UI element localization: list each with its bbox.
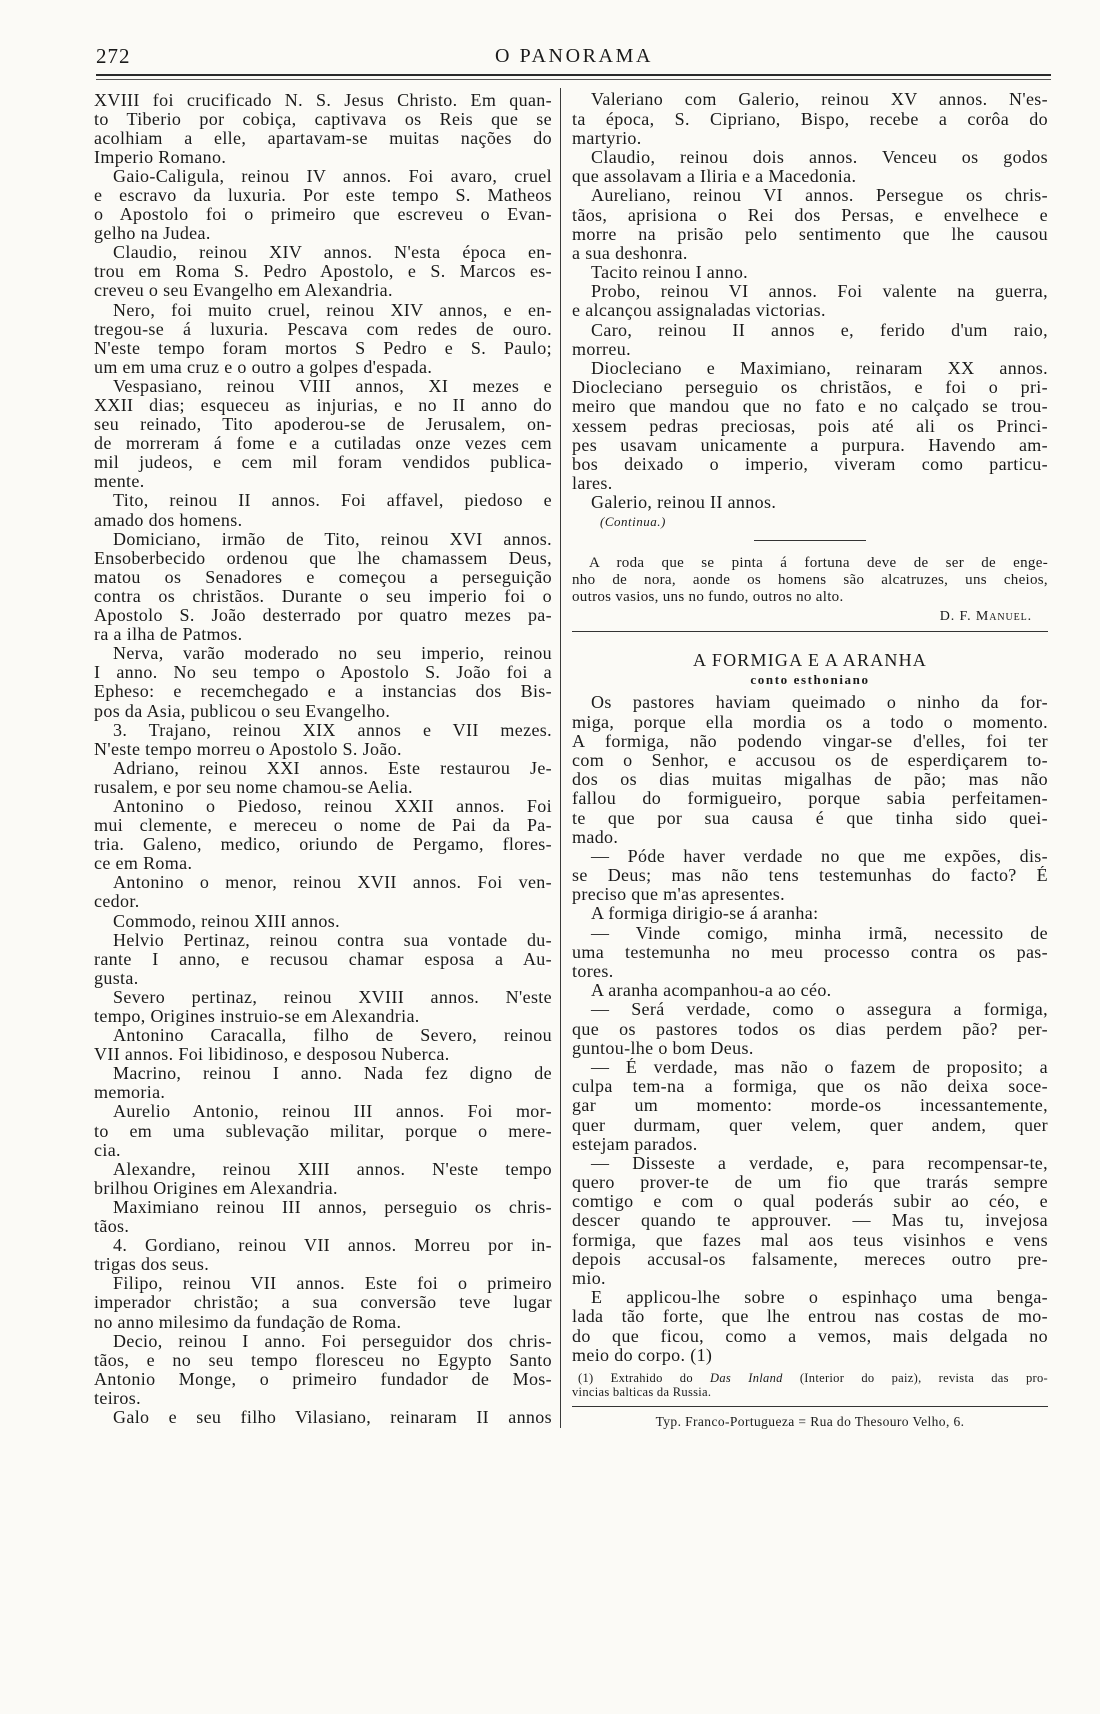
text-line: memoria. xyxy=(94,1083,166,1103)
text-line: Antonino o Piedoso, reinou XXII annos. Foi xyxy=(113,796,552,816)
text-line: Nero, foi muito cruel, reinou XIV annos, e en- xyxy=(113,300,552,320)
text-line: trou em Roma S. Pedro Apostolo, e S. Marcos es- xyxy=(94,262,552,282)
left-column xyxy=(94,91,552,1428)
text-line: se Deus; mas não tens testemunhas do facto? É xyxy=(572,866,1048,886)
text-line: contra os christãos. Durante o seu imperio foi o xyxy=(94,586,552,606)
paragraph xyxy=(94,1274,552,1331)
text-line: to em uma sublevação militar, porque o mere- xyxy=(94,1121,552,1141)
text-line: morre na prisão pelo sentimento que lhe causou xyxy=(572,224,1048,244)
text-line: de morreram á fome e a cutiladas onze vezes cem xyxy=(94,434,552,454)
text-line: Apostolo S. João desterrado por quatro mezes pa- xyxy=(94,606,552,626)
text-line: ce em Roma. xyxy=(94,854,193,874)
paragraph xyxy=(572,924,1048,982)
text-line: Tito, reinou II annos. Foi affavel, piedoso e xyxy=(113,491,552,511)
text-line: Os pastores haviam queimado o ninho da for- xyxy=(591,693,1048,713)
text-line: Decio, reinou I anno. Foi perseguidor dos chris- xyxy=(113,1331,552,1351)
text-line: seu reinado, Tito apoderou-se de Jerusalem, on- xyxy=(94,415,552,435)
text-line: quer durmam, quer velem, quer andem, quer xyxy=(572,1115,1048,1135)
paragraph xyxy=(572,493,1048,512)
paragraph xyxy=(94,912,552,931)
text-line: 3. Trajano, reinou XIX annos e VII mezes. xyxy=(113,720,552,740)
text-line: Epheso: e recemchegado e a instancias dos Bis- xyxy=(94,682,552,702)
paragraph xyxy=(94,1236,552,1274)
paragraph xyxy=(572,148,1048,186)
text-line: ra a ilha de Patmos. xyxy=(94,625,243,645)
text-line: bos deixado o imperio, viveram como particu- xyxy=(572,454,1048,474)
text-line: uma testemunha no meu processo contra os pas- xyxy=(572,942,1048,962)
paragraph xyxy=(572,282,1048,320)
section-separator xyxy=(754,540,866,541)
paragraph xyxy=(572,693,1048,847)
text-line: N'este tempo foram mortos S Pedro e S. Paulo; xyxy=(94,338,552,358)
text-line: gar um momento: morde-os incessantemente, xyxy=(572,1096,1048,1116)
paragraph xyxy=(94,759,552,797)
text-line: morreu. xyxy=(572,339,631,359)
text-line: tãos, e no seu tempo floresceu no Egypto Santo xyxy=(94,1350,552,1370)
paragraph xyxy=(572,1058,1048,1154)
text-line: Macrino, reinou I anno. Nada fez digno de xyxy=(113,1064,552,1084)
paragraph xyxy=(94,1160,552,1198)
text-line: culpa tem-na a formiga, que os não deixa soce- xyxy=(572,1077,1048,1097)
text-line: Probo, reinou VI annos. Foi valente na guerra, xyxy=(591,282,1048,302)
text-line: ta época, S. Cipriano, Bispo, recebe a corôa do xyxy=(572,109,1048,129)
text-line: Severo pertinaz, reinou XVIII annos. N'este xyxy=(113,987,552,1007)
paragraph xyxy=(94,530,552,645)
text-line: 4. Gordiano, reinou VII annos. Morreu por in- xyxy=(113,1236,552,1256)
story-body xyxy=(572,693,1048,1365)
text-line: mente. xyxy=(94,472,145,492)
text-line: I anno. No seu tempo o Apostolo S. João foi a xyxy=(94,663,552,683)
text-line: — Será verdade, como o assegura a formiga, xyxy=(591,1000,1048,1020)
text-line: pes usavam unicamente a purpura. Havendo am- xyxy=(572,435,1048,455)
text-line: Aureliano, reinou VI annos. Persegue os chris- xyxy=(591,186,1048,206)
text-line: lares. xyxy=(572,474,613,494)
text-line: martyrio. xyxy=(572,128,642,148)
paragraph xyxy=(94,1408,552,1427)
text-line: VII annos. Foi libidinoso, e desposou Nuberca. xyxy=(94,1045,450,1065)
text-line: E applicou-lhe sobre o espinhaço uma benga- xyxy=(591,1288,1048,1308)
text-line: tempo, Origines instruio-se em Alexandria. xyxy=(94,1007,420,1026)
text-line: Antonio Monge, o primeiro fundador de Mos- xyxy=(94,1369,552,1389)
text-line: mado. xyxy=(572,827,619,847)
paragraph xyxy=(572,904,1048,923)
paragraph xyxy=(94,721,552,759)
section-separator xyxy=(572,631,1048,632)
text-line: formiga, que fazes mal aos teus visinhos e vens xyxy=(572,1230,1048,1250)
page-number: 272 xyxy=(96,44,131,68)
text-line: mui clemente, e mereceu o nome de Pai da Pa- xyxy=(94,816,552,836)
paragraph xyxy=(94,988,552,1026)
quote-block xyxy=(572,555,1048,606)
text-line: estejam parados. xyxy=(572,1134,698,1154)
text-line: fallou do formigueiro, porque sabia perfeitamen- xyxy=(572,789,1048,809)
text-line: — É verdade, mas não o fazem de proposito; a xyxy=(591,1057,1048,1077)
paragraph xyxy=(572,359,1048,493)
text-line: Claudio, reinou XIV annos. N'esta época en- xyxy=(113,243,552,263)
text-line: Helvio Pertinaz, reinou contra sua vontade du- xyxy=(113,930,552,950)
text-line: miga, porque ella mordia os a todo o momento. xyxy=(572,712,1048,732)
text-line: brilhou Origines em Alexandria. xyxy=(94,1178,338,1198)
text-line: trigas dos seus. xyxy=(94,1255,210,1275)
text-line: Diocleciano perseguio os christãos, e foi o pri- xyxy=(572,378,1048,398)
paragraph xyxy=(94,1198,552,1236)
paragraph xyxy=(94,797,552,873)
text-line: acolhiam a elle, apartavam-se muitas nações do xyxy=(94,128,552,148)
text-line: Ensoberbecido ordenou que lhe chamassem Deus, xyxy=(94,548,552,568)
text-line: guntou-lhe o bom Deus. xyxy=(572,1038,754,1058)
text-line: cedor. xyxy=(94,892,140,912)
text-line: Alexandre, reinou XIII annos. N'este tempo xyxy=(113,1159,552,1179)
text-line: um em uma cruz e o outro a golpes d'espada. xyxy=(94,357,433,377)
printer-imprint: Typ. Franco-Portugueza = Rua do Thesouro Velho, 6. xyxy=(655,1414,965,1429)
text-line: dos os dias muitas migalhas de pão; mas não xyxy=(572,770,1048,790)
footnote-line: vincias balticas da Russia. xyxy=(572,1385,712,1399)
text-line: o Apostolo foi o primeiro que escreveu o Evan- xyxy=(94,205,552,225)
text-line: Valeriano com Galerio, reinou XV annos. N'es- xyxy=(591,90,1048,110)
story-title: A FORMIGA E A ARANHA xyxy=(692,650,928,670)
text-line: Nerva, varão moderado no seu imperio, reinou xyxy=(113,644,552,664)
text-line: rante I anno, e recusou chamar esposa a Au- xyxy=(94,949,552,969)
text-line: Claudio, reinou dois annos. Venceu os godos xyxy=(591,147,1048,167)
text-line: quero prover-te de um fio que trarás sempre xyxy=(572,1173,1048,1193)
text-line: gusta. xyxy=(94,968,139,988)
masthead-title: O PANORAMA xyxy=(494,45,654,67)
quote-author: D. F. Manuel. xyxy=(939,608,1032,624)
paragraph xyxy=(94,931,552,988)
paragraph xyxy=(572,981,1048,1000)
text-line: comtigo e com o qual poderás subir ao céo, e xyxy=(572,1192,1048,1212)
quote-line: A roda que se pinta á fortuna deve de ser de enge- xyxy=(589,554,1048,571)
text-line: tria. Galeno, medico, oriundo de Pergamo, flores- xyxy=(94,835,552,855)
text-line: meiro que mandou que no fato e no calçado se trou- xyxy=(572,397,1048,417)
text-line: Commodo, reinou XIII annos. xyxy=(113,911,340,931)
text-line: tores. xyxy=(572,962,614,982)
story-subtitle: conto esthoniano xyxy=(750,672,870,687)
text-line: Vespasiano, reinou VIII annos, XI mezes e xyxy=(113,376,552,396)
paragraph xyxy=(94,873,552,911)
text-line: tregou-se á luxuria. Pescava com redes de ouro. xyxy=(94,319,552,339)
footnote-source-title: Das Inland xyxy=(710,1371,783,1385)
text-line: amado dos homens. xyxy=(94,510,243,530)
quote-line: nho de nora, aonde os homens são alcatruzes, uns cheios, xyxy=(572,571,1048,588)
paragraph xyxy=(572,1288,1048,1365)
text-line: — Póde haver verdade no que me expões, dis- xyxy=(591,846,1048,866)
paragraph xyxy=(572,1154,1048,1288)
text-line: te que por sua causa é que tinha sido quei- xyxy=(572,808,1048,828)
text-line: Tacito reinou I anno. xyxy=(591,263,749,283)
footer-rule xyxy=(572,1406,1048,1407)
paragraph xyxy=(572,321,1048,359)
text-line: Galerio, reinou II annos. xyxy=(591,493,777,513)
paragraph xyxy=(572,1000,1048,1058)
paragraph xyxy=(572,90,1048,148)
text-line: no anno milesimo da fundação de Roma. xyxy=(94,1312,402,1332)
text-line: meio do corpo. (1) xyxy=(572,1345,713,1365)
text-line: Diocleciano e Maximiano, reinaram XX annos. xyxy=(591,359,1048,379)
text-line: Domiciano, irmão de Tito, reinou XVI annos. xyxy=(113,529,552,549)
text-line: gelho na Judea. xyxy=(94,224,211,244)
text-line: lada tão forte, que lhe entrou nas costas de mo- xyxy=(572,1307,1048,1327)
text-line: Adriano, reinou XXI annos. Este restaurou Je- xyxy=(113,758,552,778)
paragraph xyxy=(94,167,552,243)
text-line: tãos. xyxy=(94,1217,130,1237)
text-line: Caro, reinou II annos e, ferido d'um raio, xyxy=(591,320,1048,340)
paragraph xyxy=(572,263,1048,282)
paragraph xyxy=(94,1064,552,1102)
text-line: pos da Asia, publicou o seu Evangelho. xyxy=(94,701,391,721)
header-rule xyxy=(96,74,1051,76)
text-line: — Disseste a verdade, e, para recompensar-te, xyxy=(591,1153,1048,1173)
text-line: a sua deshonra. xyxy=(572,243,688,263)
text-line: tãos, aprisiona o Rei dos Persas, e envelhece e xyxy=(572,205,1048,225)
text-line: A aranha acompanhou-a ao céo. xyxy=(591,981,832,1001)
text-line: Imperio Romano. xyxy=(94,147,227,167)
text-line: A formiga dirigio-se á aranha: xyxy=(591,904,819,924)
column-divider xyxy=(560,88,561,1428)
quote-line: outros vasios, uns no fundo, outros no alto. xyxy=(572,588,844,605)
paragraph xyxy=(94,377,552,492)
footnote-text: (1) Extrahido do xyxy=(578,1371,711,1385)
paragraph xyxy=(94,301,552,377)
text-line: mio. xyxy=(572,1269,606,1289)
text-line: Antonino o menor, reinou XVII annos. Foi ven- xyxy=(113,873,552,893)
paragraph xyxy=(94,1332,552,1408)
paragraph xyxy=(94,91,552,167)
text-line: que os pastores todos os dias perdem pão? per- xyxy=(572,1019,1048,1039)
text-line: do que ficou, como a vemos, mais delgada no xyxy=(572,1326,1048,1346)
text-line: depois accusal-os falsamente, mereces outro pre- xyxy=(572,1249,1048,1269)
paragraph xyxy=(94,1102,552,1159)
text-line: que assolavam a Iliria e a Macedonia. xyxy=(572,167,857,187)
text-line: matou os Senadores e começou a perseguição xyxy=(94,567,552,587)
text-line: mil judeos, e cem mil foram vendidos publica- xyxy=(94,453,552,473)
paragraph xyxy=(94,644,552,720)
text-line: — Vinde comigo, minha irmã, necessito de xyxy=(591,923,1048,943)
header-rule-thin xyxy=(96,79,1051,80)
right-column-chronicle xyxy=(572,90,1048,512)
text-line: Antonino Caracalla, filho de Severo, reinou xyxy=(113,1026,552,1046)
text-line: N'este tempo morreu o Apostolo S. João. xyxy=(94,739,402,759)
text-line: rusalem, e por seu nome chamou-se Aelia. xyxy=(94,777,413,797)
footnote-line xyxy=(572,1371,1048,1385)
text-line: XXII dias; esqueceu as injurias, e no II anno do xyxy=(94,396,552,415)
text-line: cia. xyxy=(94,1140,121,1160)
text-line: descer quando te approuver. — Mas tu, invejosa xyxy=(572,1211,1048,1231)
text-line: teiros. xyxy=(94,1388,141,1408)
text-line: Galo e seu filho Vilasiano, reinaram II annos xyxy=(113,1407,552,1427)
text-line: com o Senhor, e accusou os de esperdiçarem to- xyxy=(572,750,1048,770)
text-line: preciso que m'as apresentes. xyxy=(572,885,785,905)
text-line: Gaio-Caligula, reinou IV annos. Foi avaro, cruel xyxy=(113,166,552,186)
paragraph xyxy=(94,1026,552,1064)
paragraph xyxy=(94,243,552,300)
text-line: e alcançou assignaladas victorias. xyxy=(572,301,826,321)
text-line: Maximiano reinou III annos, perseguio os chris- xyxy=(113,1197,552,1217)
paragraph xyxy=(94,491,552,529)
text-line: Aurelio Antonio, reinou III annos. Foi mor- xyxy=(113,1102,552,1122)
footnote-text: (Interior do paiz), revista das pro- xyxy=(782,1371,1048,1385)
text-line: creveu o seu Evangelho em Alexandria. xyxy=(94,281,393,301)
text-line: A formiga, não podendo vingar-se d'elles, foi ter xyxy=(572,731,1048,751)
paragraph xyxy=(572,186,1048,263)
footnote xyxy=(572,1371,1048,1399)
text-line: to Tiberio por cobiça, captivava os Reis que se xyxy=(94,109,552,129)
text-line: e escravo da luxuria. Por este tempo S. Matheos xyxy=(94,185,552,205)
text-line: Filipo, reinou VII annos. Este foi o primeiro xyxy=(113,1274,552,1294)
paragraph xyxy=(572,847,1048,905)
text-line: imperador christão; a sua conversão teve lugar xyxy=(94,1293,552,1313)
text-line: xessem pedras preciosas, pois até ali os Princi- xyxy=(572,416,1048,436)
continued-note: (Continua.) xyxy=(600,514,666,529)
text-line: XVIII foi crucificado N. S. Jesus Christo. Em quan- xyxy=(94,90,552,110)
